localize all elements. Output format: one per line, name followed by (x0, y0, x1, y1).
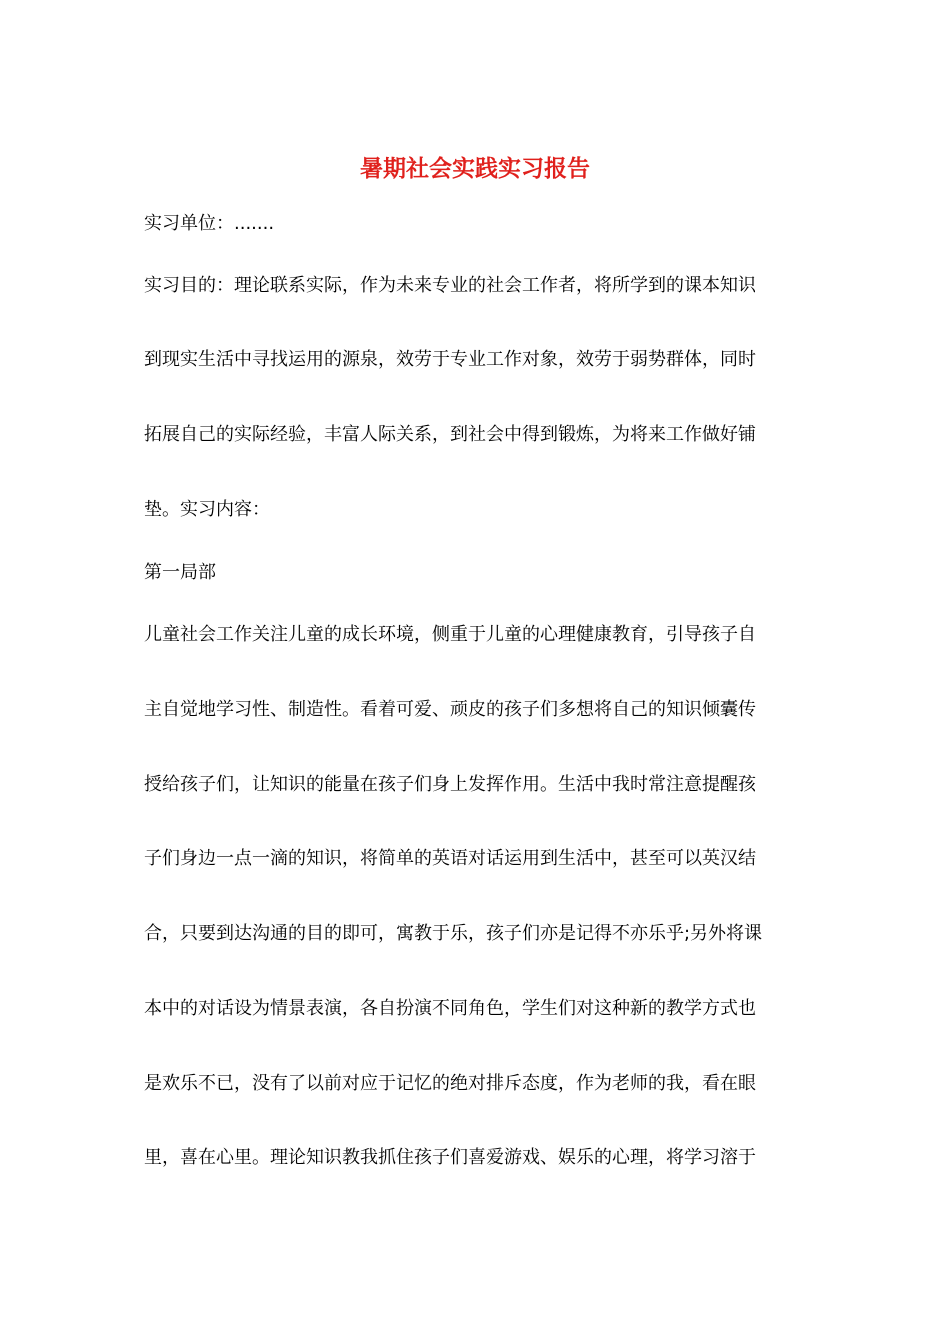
internship-purpose-line-2: 到现实生活中寻找运用的源泉，效劳于专业工作对象，效劳于弱势群体，同时 (144, 349, 756, 370)
paragraph-line-4: 子们身边一点一滴的知识，将简单的英语对话运用到生活中，甚至可以英汉结 (144, 848, 756, 869)
paragraph-line-1: 儿童社会工作关注儿童的成长环境，侧重于儿童的心理健康教育，引导孩子自 (144, 624, 756, 645)
paragraph-line-8: 里，喜在心里。理论知识教我抓住孩子们喜爱游戏、娱乐的心理，将学习溶于 (144, 1147, 756, 1168)
paragraph-line-7: 是欢乐不已，没有了以前对应于记忆的绝对排斥态度，作为老师的我，看在眼 (144, 1073, 756, 1094)
section-heading: 第一局部 (144, 562, 216, 583)
paragraph-line-6: 本中的对话设为情景表演，各自扮演不同角色，学生们对这种新的教学方式也 (144, 998, 756, 1019)
paragraph-line-5: 合，只要到达沟通的目的即可，寓教于乐，孩子们亦是记得不亦乐乎;另外将课 (144, 923, 763, 944)
paragraph-line-3: 授给孩子们，让知识的能量在孩子们身上发挥作用。生活中我时常注意提醒孩 (144, 774, 756, 795)
document-title: 暑期社会实践实习报告 (360, 155, 590, 182)
internship-content-line: 垫。实习内容： (144, 499, 270, 520)
internship-purpose-line-3: 拓展自己的实际经验，丰富人际关系，到社会中得到锻炼，为将来工作做好铺 (144, 424, 756, 445)
internship-purpose-line-1: 实习目的：理论联系实际，作为未来专业的社会工作者，将所学到的课本知识 (144, 275, 756, 296)
paragraph-line-2: 主自觉地学习性、制造性。看着可爱、顽皮的孩子们多想将自己的知识倾囊传 (144, 699, 756, 720)
internship-unit-line: 实习单位：....... (144, 213, 275, 234)
